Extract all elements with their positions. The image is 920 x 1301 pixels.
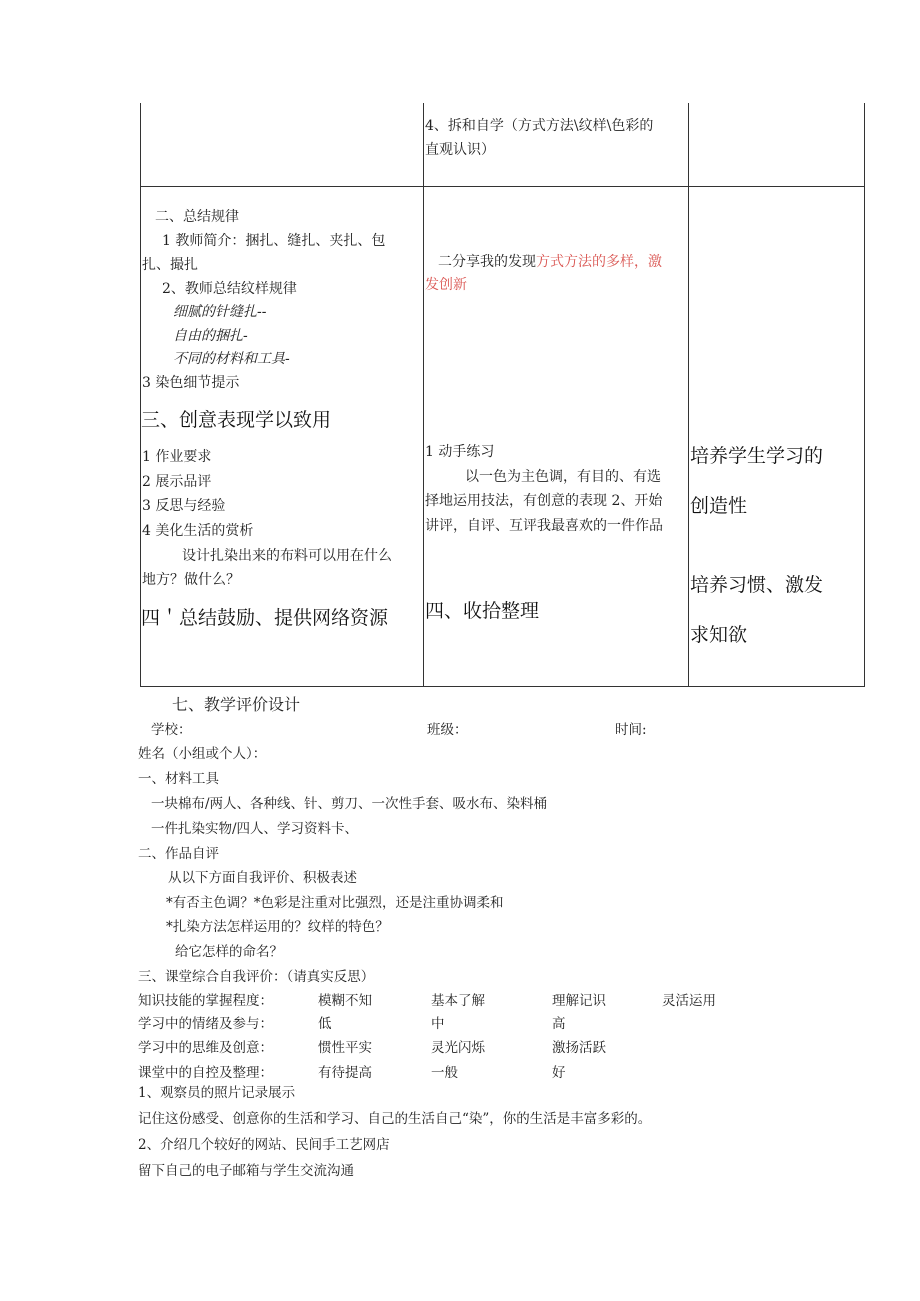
rating-option: 模糊不知: [318, 993, 372, 1009]
teacher-intro-line2: 扎、撮扎: [142, 257, 198, 273]
practice-line1: 以一色为主色调，有目的、有选: [465, 469, 661, 485]
table-left-border: [140, 103, 141, 687]
pattern-rule-3: 不同的材料和工具-: [173, 351, 290, 367]
class-label: 班级：: [427, 722, 468, 738]
name-label: 姓名（小组或个人）：: [138, 746, 267, 762]
self-eval-question-1: *有否主色调？*色彩是注重对比强烈，还是注重协调柔和: [166, 895, 504, 911]
table-right-border: [864, 103, 865, 687]
rating-row-label: 学习中的思维及创意：: [138, 1040, 273, 1056]
goal-creativity-line2: 创造性: [690, 495, 748, 517]
rating-row-label: 学习中的情绪及参与：: [138, 1016, 273, 1032]
evaluation-title: 七、教学评价设计: [172, 695, 301, 714]
dyeing-tip: 3 染色细节提示: [142, 375, 240, 391]
requirement-2: 2 展示品评: [142, 474, 212, 490]
practice-title: 1 动手练习: [425, 444, 495, 460]
self-eval-intro: 从以下方面自我评价、积极表述: [168, 870, 357, 886]
pattern-rule-2: 自由的捆扎-: [173, 328, 248, 344]
rating-option: 激扬活跃: [552, 1040, 606, 1056]
share-discovery-prefix: 二分享我的发现: [438, 254, 536, 270]
self-eval-question-3: 给它怎样的命名？: [175, 944, 283, 960]
summary-heading: 二、总结规律: [155, 209, 239, 225]
rating-option: 好: [552, 1065, 566, 1081]
practice-line2: 择地运用技法，有创意的表现 2、开始: [425, 493, 663, 509]
rating-row-label: 课堂中的自控及整理：: [138, 1065, 273, 1081]
requirement-4: 4 美化生活的赏析: [142, 523, 254, 539]
materials-title: 一、材料工具: [138, 771, 219, 787]
rating-option: 一般: [431, 1065, 458, 1081]
share-discovery-highlight: 方式方法的多样，激: [536, 254, 662, 270]
rating-option: 高: [552, 1016, 566, 1032]
websites-intro: 2、介绍几个较好的网站、民间手工艺网店: [138, 1137, 390, 1153]
pattern-rule-1: 细腻的针缝扎--: [173, 304, 267, 320]
goal-creativity-line1: 培养学生学习的: [690, 445, 824, 467]
materials-line1: 一块棉布/两人、各种线、针、剪刀、一次性手套、吸水布、染料桶: [151, 796, 548, 812]
rating-option: 中: [431, 1016, 445, 1032]
requirement-3: 3 反思与经验: [142, 498, 226, 514]
pattern-rule-title: 2、教师总结纹样规律: [162, 281, 297, 297]
goal-habit-line1: 培养习惯、激发: [690, 574, 824, 596]
observer-photos: 1、观察员的照片记录展示: [138, 1085, 296, 1101]
rating-option: 基本了解: [431, 993, 485, 1009]
practice-line3: 讲评，自评、互评我最喜欢的一件作品: [425, 518, 663, 534]
table-col-divider-1: [423, 103, 424, 687]
school-label: 学校：: [151, 722, 192, 738]
rating-option: 低: [318, 1016, 332, 1032]
section-creative-title: 三、创意表现学以致用: [141, 409, 332, 431]
table-col-divider-2: [688, 103, 689, 687]
closing-remark: 记住这份感受、创意你的生活和学习、自己的生活自己“染”，你的生活是丰富多彩的。: [138, 1111, 652, 1127]
self-eval-question-2: *扎染方法怎样运用的？纹样的特色？: [166, 919, 389, 935]
teacher-intro-line1: 1 教师简介：捆扎、缝扎、夹扎、包: [162, 233, 386, 249]
section-summary-title: 四＇总结鼓励、提供网络资源: [141, 607, 389, 629]
requirement-1: 1 作业要求: [142, 449, 212, 465]
row1-mid-line1: 4、拆和自学（方式方法\纹样\色彩的: [425, 118, 654, 134]
email-note: 留下自己的电子邮箱与学生交流沟通: [138, 1163, 354, 1179]
rating-option: 灵光闪烁: [431, 1040, 485, 1056]
cleanup-title: 四、收拾整理: [425, 600, 540, 622]
rating-option: 理解记识: [552, 993, 606, 1009]
rating-row-label: 知识技能的掌握程度：: [138, 993, 273, 1009]
row1-mid-line2: 直观认识）: [425, 142, 495, 158]
rating-option: 惯性平实: [318, 1040, 372, 1056]
table-bottom-border: [140, 686, 865, 687]
goal-habit-line2: 求知欲: [690, 624, 748, 646]
usage-question-line1: 设计扎染出来的布料可以用在什么: [182, 548, 392, 564]
time-label: 时间:: [615, 722, 647, 738]
usage-question-line2: 地方？做什么？: [142, 572, 240, 588]
rating-option: 灵活运用: [662, 993, 716, 1009]
class-eval-title: 三、课堂综合自我评价：（请真实反思）: [138, 969, 375, 985]
share-discovery-highlight-2: 发创新: [425, 277, 467, 293]
share-discovery: [438, 250, 662, 274]
materials-line2: 一件扎染实物/四人、学习资料卡、: [151, 821, 359, 837]
rating-option: 有待提高: [318, 1065, 372, 1081]
table-row-divider: [140, 186, 865, 187]
self-eval-title: 二、作品自评: [138, 846, 219, 862]
